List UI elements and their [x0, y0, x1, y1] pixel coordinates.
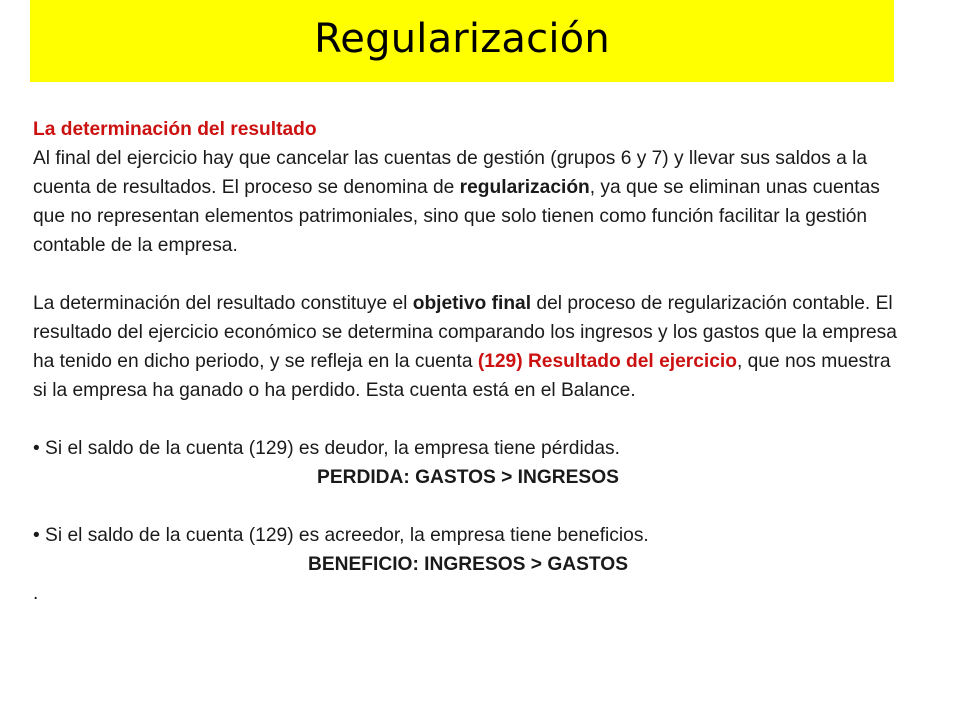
paragraph-text: , que nos muestra si la empresa ha ganado o ha perdido. Esta cuenta está en el Balance.: [33, 351, 891, 401]
spacer: [33, 405, 903, 434]
bullet-deudor: • Si el saldo de la cuenta (129) es deudor, la empresa tiene pérdidas.: [33, 438, 620, 459]
title-banner: [30, 0, 894, 82]
trailing-dot: .: [33, 583, 39, 604]
formula-beneficio: BENEFICIO: INGRESOS > GASTOS: [307, 554, 629, 575]
slide-title: Regularización: [314, 16, 610, 62]
formula-perdida: PERDIDA: GASTOS > INGRESOS: [317, 467, 619, 488]
paragraph-text: Al final del ejercicio hay que cancelar las cuentas de gestión (grupos 6 y 7) y llevar sus saldos a la cuenta de resultados. El proceso se denomina de: [33, 148, 868, 198]
paragraph-text: La determinación del resultado constituye el: [33, 293, 413, 314]
bold-term-objetivo: objetivo final: [412, 293, 532, 314]
bullet-acreedor: • Si el saldo de la cuenta (129) es acreedor, la empresa tiene beneficios.: [33, 525, 649, 546]
paragraph-text: , ya que se eliminan unas cuentas que no representan elementos patrimoniales, sino que solo tienen como función facilitar la gestión contable de la empresa.: [33, 177, 880, 256]
bold-term-regularizacion: regularización: [459, 177, 590, 198]
paragraph-regularizacion: [33, 144, 903, 260]
section-heading: La determinación del resultado: [33, 119, 317, 140]
paragraph-text: del proceso de regularización contable. El resultado del ejercicio económico se determina comparando los ingresos y los gastos que la empresa ha tenido en dicho periodo, y se refleja en la cuenta: [33, 293, 897, 372]
spacer: [33, 492, 903, 521]
spacer: [33, 260, 903, 289]
slide-body: [33, 115, 903, 608]
account-129-term: (129) Resultado del ejercicio: [477, 351, 737, 372]
paragraph-resultado: [33, 289, 903, 405]
